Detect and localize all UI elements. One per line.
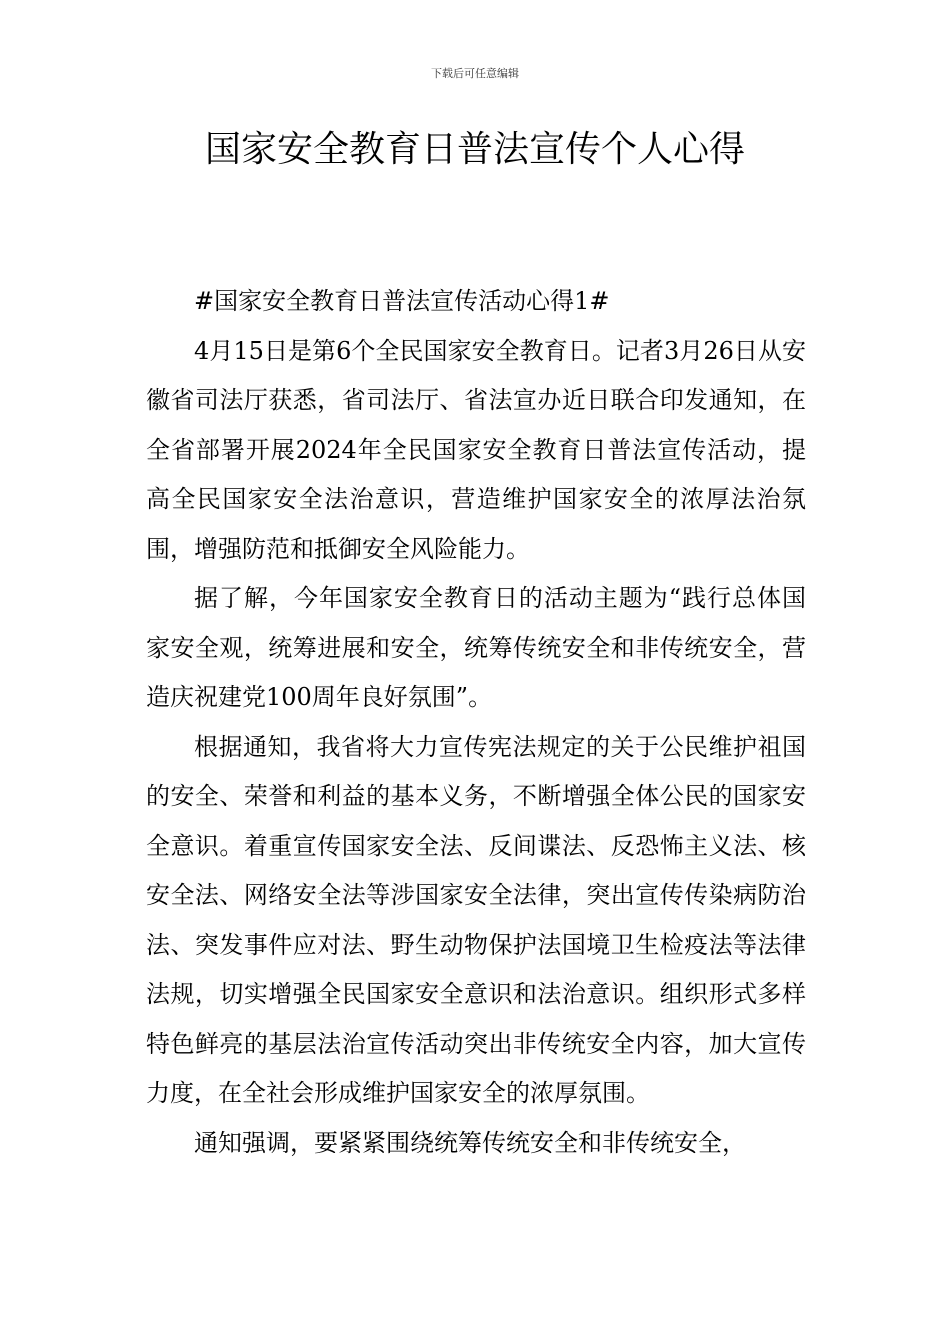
body-paragraph: 根据通知，我省将大力宣传宪法规定的关于公民维护祖国的安全、荣誉和利益的基本义务，不断增强全体公民的国家安全意识。着重宣传国家安全法、反间谍法、反恐怖主义法、核安全法、网络安全法等涉国家安全法律，突出宣传传染病防治法、突发事件应对法、野生动物保护法国境卫生检疫法等法律法规，切实增强全民国家安全意识和法治意识。组织形式多样特色鲜亮的基层法治宣传活动突出非传统安全内容，加大宣传力度，在全社会形成维护国家安全的浓厚氛围。 bbox=[146, 732, 806, 1107]
body-paragraph: 4月15日是第6个全民国家安全教育日。记者3月26日从安徽省司法厅获悉，省司法厅、省法宣办近日联合印发通知，在全省部署开展2024年全民国家安全教育日普法宣传活动，提高全民国家安全法治意识，营造维护国家安全的浓厚法治氛围，增强防范和抵御安全风险能力。 bbox=[146, 336, 806, 563]
body-paragraph: 据了解，今年国家安全教育日的活动主题为“践行总体国家安全观，统筹进展和安全，统筹传统安全和非传统安全，营造庆祝建党100周年良好氛围”。 bbox=[146, 584, 806, 711]
body-paragraph: 通知强调，要紧紧围绕统筹传统安全和非传统安全， bbox=[194, 1128, 746, 1157]
section-heading: #国家安全教育日普法宣传活动心得1# bbox=[194, 287, 610, 315]
document-title: 国家安全教育日普法宣传个人心得 bbox=[204, 129, 745, 170]
header-note: 下载后可任意编辑 bbox=[431, 67, 519, 80]
document-body bbox=[146, 277, 806, 1168]
